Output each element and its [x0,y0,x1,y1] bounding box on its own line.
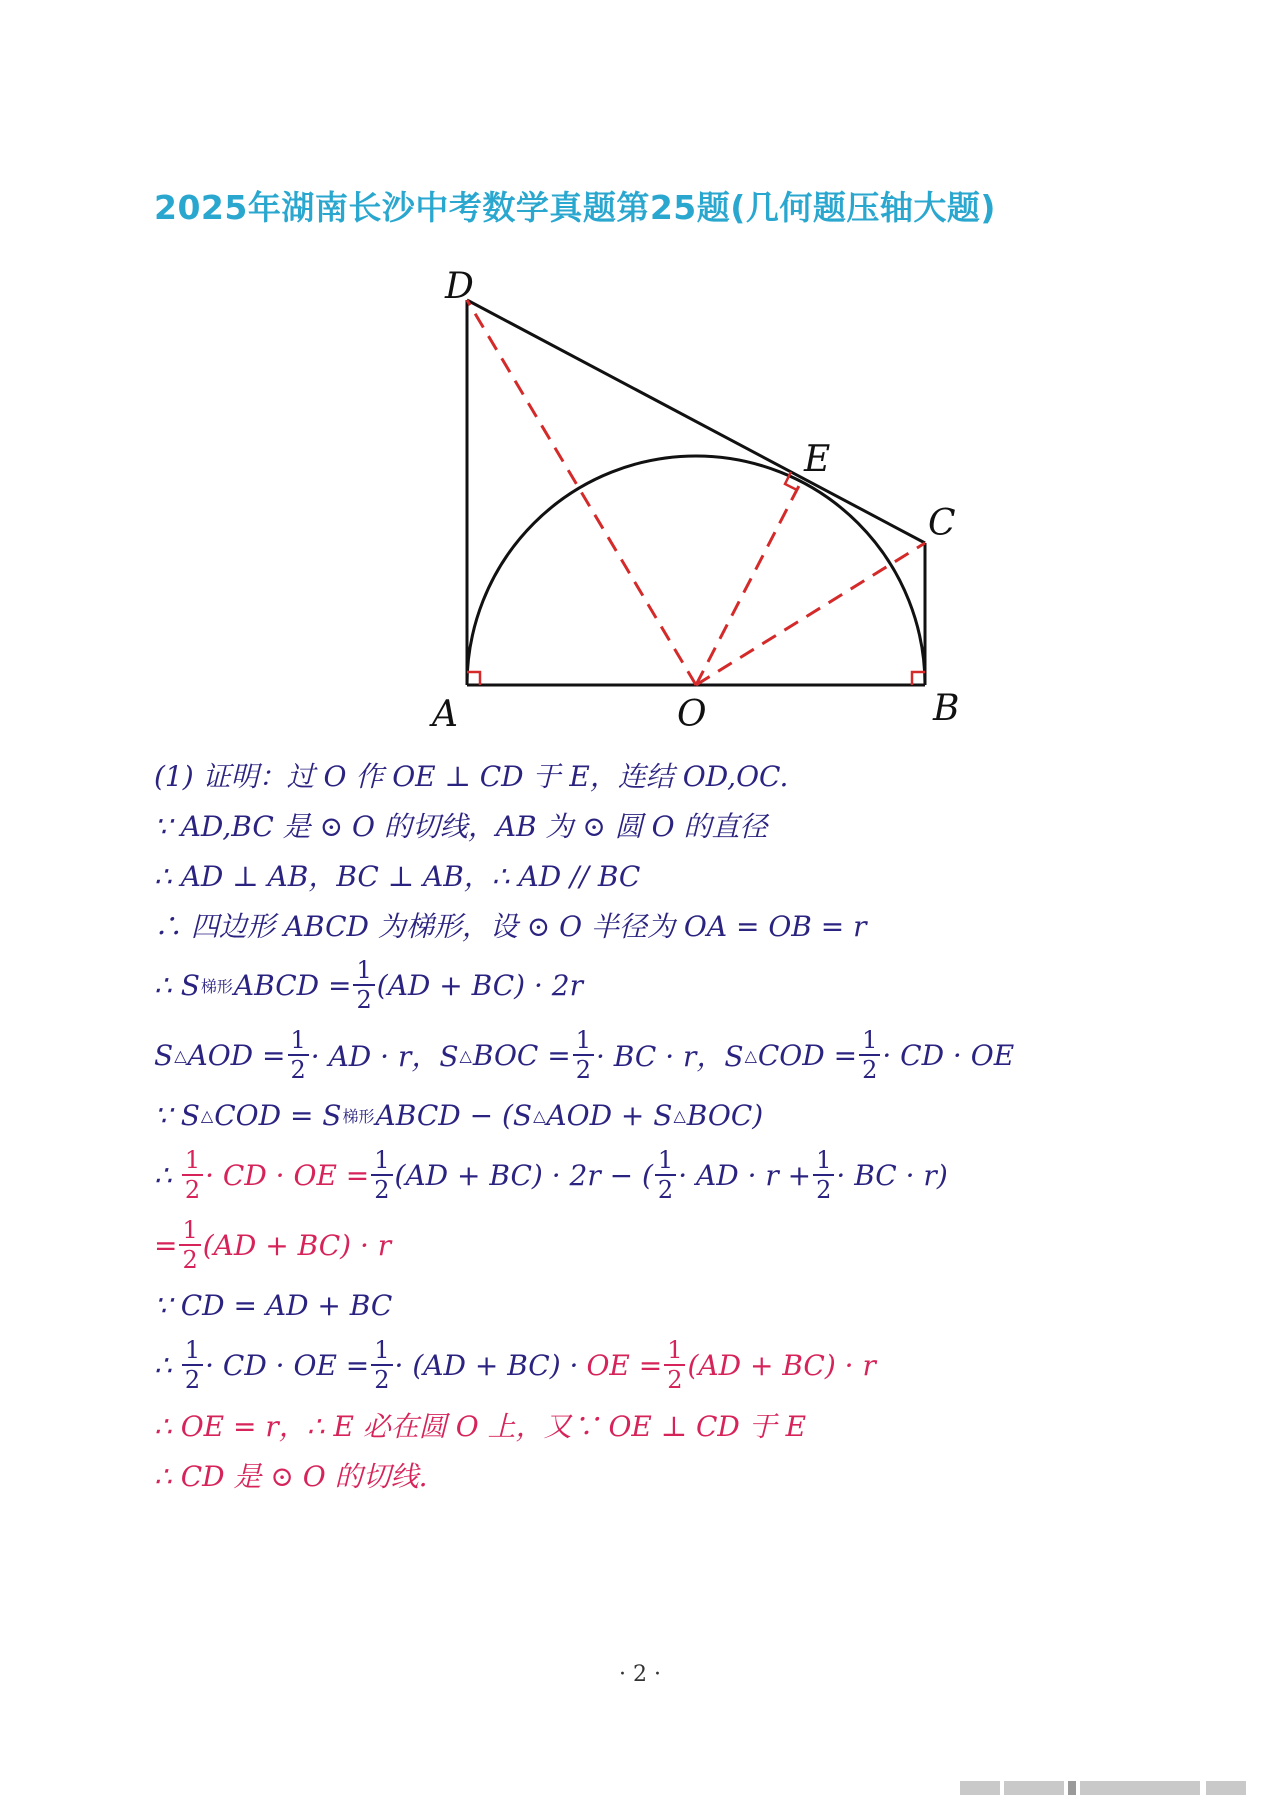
label-D: D [445,266,474,307]
proof-line-6: S △ AOD = $\frac{1}{2}$ · AD · r，S △ BOC = $\frac{1}{2}$ · BC · r，S △ COD = $\frac{1}{2}$ · CD · OE [154,1026,1015,1084]
proof-line-11: ∴ $\frac{1}{2}$ · CD · OE = $\frac{1}{2}$ · (AD + BC) · OE = $\frac{1}{2}$ (AD + BC) · r [154,1336,876,1394]
fraction: $\frac{1}{2}$ [664,1338,685,1392]
label-O: O [677,694,707,735]
proof-line-10: ∵ CD = AD + BC [154,1288,393,1322]
fraction: $\frac{1}{2}$ [182,1338,203,1392]
proof-line-9: = $\frac{1}{2}$ (AD + BC) · r [154,1216,392,1274]
page-number: · 2 · [619,1662,661,1687]
label-B: B [933,688,960,729]
proof-line-5: ∴ S 梯形 ABCD = $\frac{1}{2}$ (AD + BC) · 2r [154,956,583,1014]
proof-line-2: ∵ AD,BC 是 ⊙ O 的切线，AB 为 ⊙ 圆 O 的直径 [154,810,768,843]
proof-line-12: ∴ OE = r，∴ E 必在圆 O 上，又∵ OE ⊥ CD 于 E [154,1410,807,1443]
fraction: $\frac{1}{2}$ [813,1148,834,1202]
fraction: $\frac{1}{2}$ [353,958,374,1012]
proof-line-8: ∴ $\frac{1}{2}$ · CD · OE = $\frac{1}{2}$ (AD + BC) · 2r − ( $\frac{1}{2}$ · AD · r + $\frac{1}{2}$ · BC · r) [154,1146,948,1204]
fraction: $\frac{1}{2}$ [371,1338,392,1392]
proof-line-4: ∴ 四边形 ABCD 为梯形，设 ⊙ O 半径为 OA = OB = r [154,910,867,943]
fraction: $\frac{1}{2}$ [859,1028,880,1082]
label-C: C [928,503,956,544]
segment-DC [467,300,925,543]
dashed-OE [696,478,803,685]
label-E: E [804,439,831,480]
proof-line-13: ∴ CD 是 ⊙ O 的切线. [154,1460,428,1493]
proof-body [154,750,1154,1500]
fraction: $\frac{1}{2}$ [179,1218,200,1272]
dashed-OD [467,300,696,685]
label-A: A [432,694,458,735]
page-title: 2025年湖南长沙中考数学真题第25题(几何题压轴大题) [154,188,996,227]
horizontal-scrollbar[interactable] [960,1781,1246,1795]
fraction: $\frac{1}{2}$ [182,1148,203,1202]
proof-line-7: ∵ S △ COD = S 梯形 ABCD − (S △ AOD + S △ BOC) [154,1098,764,1132]
right-angle-A [467,672,480,685]
geometry-figure [0,0,1280,760]
semicircle-O [467,456,925,685]
fraction: $\frac{1}{2}$ [371,1148,392,1202]
right-angle-B [912,672,925,685]
fraction: $\frac{1}{2}$ [573,1028,594,1082]
proof-line-1: (1) 证明：过 O 作 OE ⊥ CD 于 E，连结 OD,OC. [154,760,789,793]
fraction: $\frac{1}{2}$ [655,1148,676,1202]
fraction: $\frac{1}{2}$ [288,1028,309,1082]
proof-line-3: ∴ AD ⊥ AB，BC ⊥ AB，∴ AD // BC [154,860,641,893]
